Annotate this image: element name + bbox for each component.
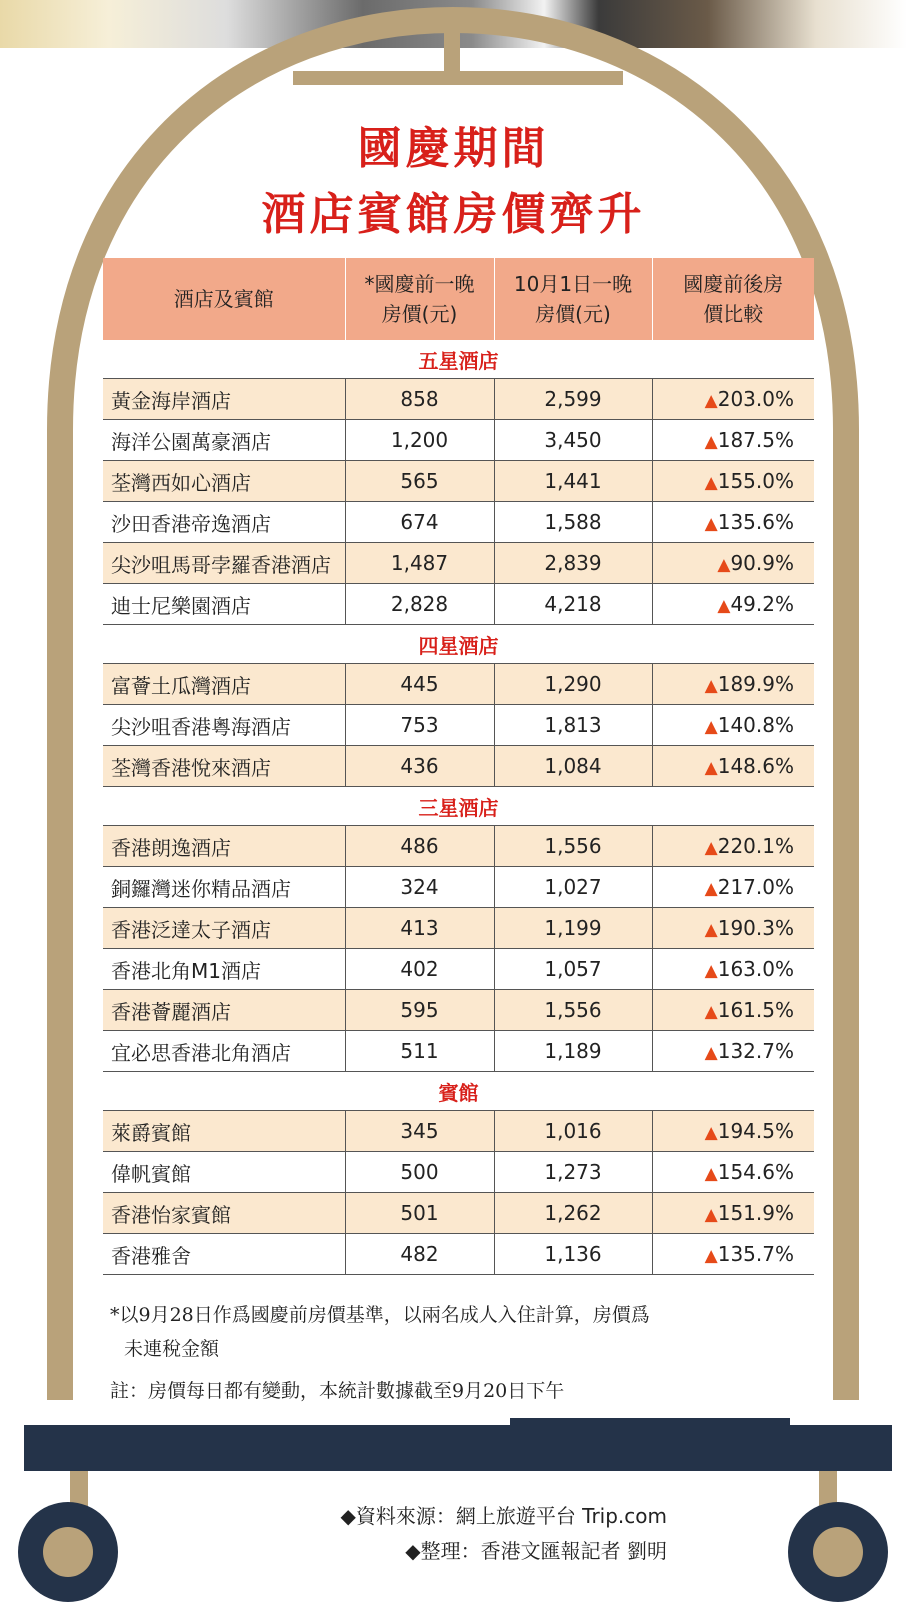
- table-row: [103, 746, 814, 787]
- oct1-price-cell: 1,290: [494, 664, 652, 705]
- cart-base-shadow: [510, 1418, 790, 1426]
- change-cell: [652, 1111, 814, 1152]
- oct1-price-cell: 1,189: [494, 1031, 652, 1072]
- table-row: [103, 664, 814, 705]
- change-value: 135.7%: [717, 1242, 794, 1266]
- pre-price-cell: 595: [345, 990, 494, 1031]
- change-cell: [652, 867, 814, 908]
- up-triangle-icon: ▲: [704, 432, 718, 452]
- source-credit: ◆資料來源：網上旅遊平台 Trip.com: [340, 1504, 667, 1528]
- change-value: 140.8%: [717, 713, 794, 737]
- change-value: 189.9%: [717, 672, 794, 696]
- pre-price-cell: 402: [345, 949, 494, 990]
- up-triangle-icon: ▲: [704, 473, 718, 493]
- oct1-price-cell: 1,262: [494, 1193, 652, 1234]
- up-triangle-icon: ▲: [704, 920, 718, 940]
- change-cell: [652, 908, 814, 949]
- table-row: [103, 867, 814, 908]
- section-title: 四星酒店: [103, 625, 814, 664]
- change-cell: [652, 502, 814, 543]
- table-row: [103, 543, 814, 584]
- table-row: [103, 949, 814, 990]
- change-value: 217.0%: [717, 875, 794, 899]
- table-header-row: [103, 258, 814, 340]
- table-row: [103, 1193, 814, 1234]
- change-cell: [652, 379, 814, 420]
- cart-hook: [444, 20, 460, 76]
- up-triangle-icon: ▲: [717, 555, 731, 575]
- editor-credit: ◆整理：香港文匯報記者 劉明: [405, 1539, 667, 1563]
- change-value: 49.2%: [730, 592, 794, 616]
- change-cell: [652, 543, 814, 584]
- change-cell: [652, 461, 814, 502]
- section-row: [103, 1072, 814, 1111]
- oct1-price-cell: 1,136: [494, 1234, 652, 1275]
- change-value: 190.3%: [717, 916, 794, 940]
- up-triangle-icon: ▲: [704, 961, 718, 981]
- pre-price-cell: 753: [345, 705, 494, 746]
- oct1-price-cell: 1,027: [494, 867, 652, 908]
- change-cell: [652, 705, 814, 746]
- table-row: [103, 584, 814, 625]
- up-triangle-icon: ▲: [704, 391, 718, 411]
- change-cell: [652, 420, 814, 461]
- up-triangle-icon: ▲: [704, 1246, 718, 1266]
- section-row: [103, 340, 814, 379]
- hotel-name-cell: 香港怡家賓館: [103, 1193, 345, 1234]
- oct1-price-cell: 2,839: [494, 543, 652, 584]
- change-cell: [652, 746, 814, 787]
- change-cell: [652, 990, 814, 1031]
- hotel-name-cell: 香港泛達太子酒店: [103, 908, 345, 949]
- up-triangle-icon: ▲: [704, 879, 718, 899]
- footnote-1: [110, 1298, 810, 1366]
- footnote-1-line2: 未連稅金額: [124, 1338, 220, 1360]
- change-value: 151.9%: [717, 1201, 794, 1225]
- pre-price-cell: 674: [345, 502, 494, 543]
- table-row: [103, 1234, 814, 1275]
- change-value: 90.9%: [730, 551, 794, 575]
- page-title-line2: 酒店賓館房價齊升: [261, 189, 646, 240]
- pre-price-cell: 501: [345, 1193, 494, 1234]
- hotel-name-cell: 尖沙咀馬哥孛羅香港酒店: [103, 543, 345, 584]
- cart-base: [24, 1425, 892, 1471]
- change-value: 154.6%: [717, 1160, 794, 1184]
- up-triangle-icon: ▲: [704, 758, 718, 778]
- section-row: [103, 787, 814, 826]
- up-triangle-icon: ▲: [704, 838, 718, 858]
- change-value: 220.1%: [717, 834, 794, 858]
- section-row: [103, 625, 814, 664]
- pre-price-cell: 445: [345, 664, 494, 705]
- table-row: [103, 461, 814, 502]
- pre-price-cell: 2,828: [345, 584, 494, 625]
- oct1-price-cell: 3,450: [494, 420, 652, 461]
- col-header-pre-national-day: *國慶前一晚 房價(元): [345, 258, 494, 340]
- col-header-name: 酒店及賓館: [103, 258, 345, 340]
- pre-price-cell: 436: [345, 746, 494, 787]
- col-header-compare: 國慶前後房 價比較: [652, 258, 814, 340]
- change-value: 148.6%: [717, 754, 794, 778]
- section-title: 五星酒店: [103, 340, 814, 379]
- pre-price-cell: 482: [345, 1234, 494, 1275]
- oct1-price-cell: 4,218: [494, 584, 652, 625]
- oct1-price-cell: 1,199: [494, 908, 652, 949]
- change-cell: [652, 664, 814, 705]
- up-triangle-icon: ▲: [704, 717, 718, 737]
- change-value: 163.0%: [717, 957, 794, 981]
- pre-price-cell: 413: [345, 908, 494, 949]
- change-cell: [652, 1193, 814, 1234]
- hotel-name-cell: 黃金海岸酒店: [103, 379, 345, 420]
- table-row: [103, 705, 814, 746]
- oct1-price-cell: 1,556: [494, 826, 652, 867]
- hotel-name-cell: 香港雅舍: [103, 1234, 345, 1275]
- oct1-price-cell: 1,273: [494, 1152, 652, 1193]
- change-cell: [652, 1152, 814, 1193]
- table-row: [103, 1111, 814, 1152]
- change-cell: [652, 1234, 814, 1275]
- up-triangle-icon: ▲: [704, 676, 718, 696]
- pre-price-cell: 1,200: [345, 420, 494, 461]
- change-cell: [652, 1031, 814, 1072]
- footnote-2: 註：房價每日都有變動，本統計數據截至9月20日下午: [110, 1380, 565, 1402]
- hotel-name-cell: 香港北角M1酒店: [103, 949, 345, 990]
- pre-price-cell: 858: [345, 379, 494, 420]
- oct1-price-cell: 1,057: [494, 949, 652, 990]
- pre-price-cell: 486: [345, 826, 494, 867]
- up-triangle-icon: ▲: [717, 596, 731, 616]
- table-body: [103, 340, 814, 1275]
- up-triangle-icon: ▲: [704, 1205, 718, 1225]
- hotel-name-cell: 荃灣西如心酒店: [103, 461, 345, 502]
- wheel-left-hub: [43, 1527, 93, 1577]
- oct1-price-cell: 2,599: [494, 379, 652, 420]
- hotel-name-cell: 海洋公園萬豪酒店: [103, 420, 345, 461]
- hotel-name-cell: 銅鑼灣迷你精品酒店: [103, 867, 345, 908]
- pre-price-cell: 345: [345, 1111, 494, 1152]
- table-row: [103, 502, 814, 543]
- pre-price-cell: 500: [345, 1152, 494, 1193]
- change-cell: [652, 949, 814, 990]
- change-value: 187.5%: [717, 428, 794, 452]
- up-triangle-icon: ▲: [704, 514, 718, 534]
- wheel-right-hub: [813, 1527, 863, 1577]
- table-row: [103, 1031, 814, 1072]
- table-row: [103, 908, 814, 949]
- hotel-name-cell: 宜必思香港北角酒店: [103, 1031, 345, 1072]
- section-title: 三星酒店: [103, 787, 814, 826]
- pre-price-cell: 324: [345, 867, 494, 908]
- table-row: [103, 826, 814, 867]
- change-value: 161.5%: [717, 998, 794, 1022]
- oct1-price-cell: 1,084: [494, 746, 652, 787]
- change-value: 155.0%: [717, 469, 794, 493]
- pre-price-cell: 1,487: [345, 543, 494, 584]
- hotel-name-cell: 尖沙咀香港粵海酒店: [103, 705, 345, 746]
- change-cell: [652, 584, 814, 625]
- hotel-name-cell: 迪士尼樂園酒店: [103, 584, 345, 625]
- up-triangle-icon: ▲: [704, 1123, 718, 1143]
- hotel-name-cell: 沙田香港帝逸酒店: [103, 502, 345, 543]
- oct1-price-cell: 1,441: [494, 461, 652, 502]
- oct1-price-cell: 1,588: [494, 502, 652, 543]
- col-header-oct1: 10月1日一晚 房價(元): [494, 258, 652, 340]
- hotel-name-cell: 偉帆賓館: [103, 1152, 345, 1193]
- section-title: 賓館: [103, 1072, 814, 1111]
- hotel-name-cell: 香港朗逸酒店: [103, 826, 345, 867]
- pre-price-cell: 565: [345, 461, 494, 502]
- oct1-price-cell: 1,016: [494, 1111, 652, 1152]
- page-title-line1: 國慶期間: [357, 123, 550, 174]
- hotel-name-cell: 荃灣香港悅來酒店: [103, 746, 345, 787]
- table-row: [103, 379, 814, 420]
- hotel-name-cell: 萊爵賓館: [103, 1111, 345, 1152]
- hotel-name-cell: 富薈土瓜灣酒店: [103, 664, 345, 705]
- table-row: [103, 1152, 814, 1193]
- hotel-name-cell: 香港薈麗酒店: [103, 990, 345, 1031]
- change-cell: [652, 826, 814, 867]
- up-triangle-icon: ▲: [704, 1043, 718, 1063]
- table-row: [103, 420, 814, 461]
- table-row: [103, 990, 814, 1031]
- oct1-price-cell: 1,556: [494, 990, 652, 1031]
- pre-price-cell: 511: [345, 1031, 494, 1072]
- change-value: 194.5%: [717, 1119, 794, 1143]
- oct1-price-cell: 1,813: [494, 705, 652, 746]
- price-table: [103, 258, 814, 1275]
- footnote-1-line1: *以9月28日作爲國慶前房價基準，以兩名成人入住計算，房價爲: [110, 1304, 650, 1326]
- up-triangle-icon: ▲: [704, 1164, 718, 1184]
- change-value: 203.0%: [717, 387, 794, 411]
- change-value: 132.7%: [717, 1039, 794, 1063]
- up-triangle-icon: ▲: [704, 1002, 718, 1022]
- change-value: 135.6%: [717, 510, 794, 534]
